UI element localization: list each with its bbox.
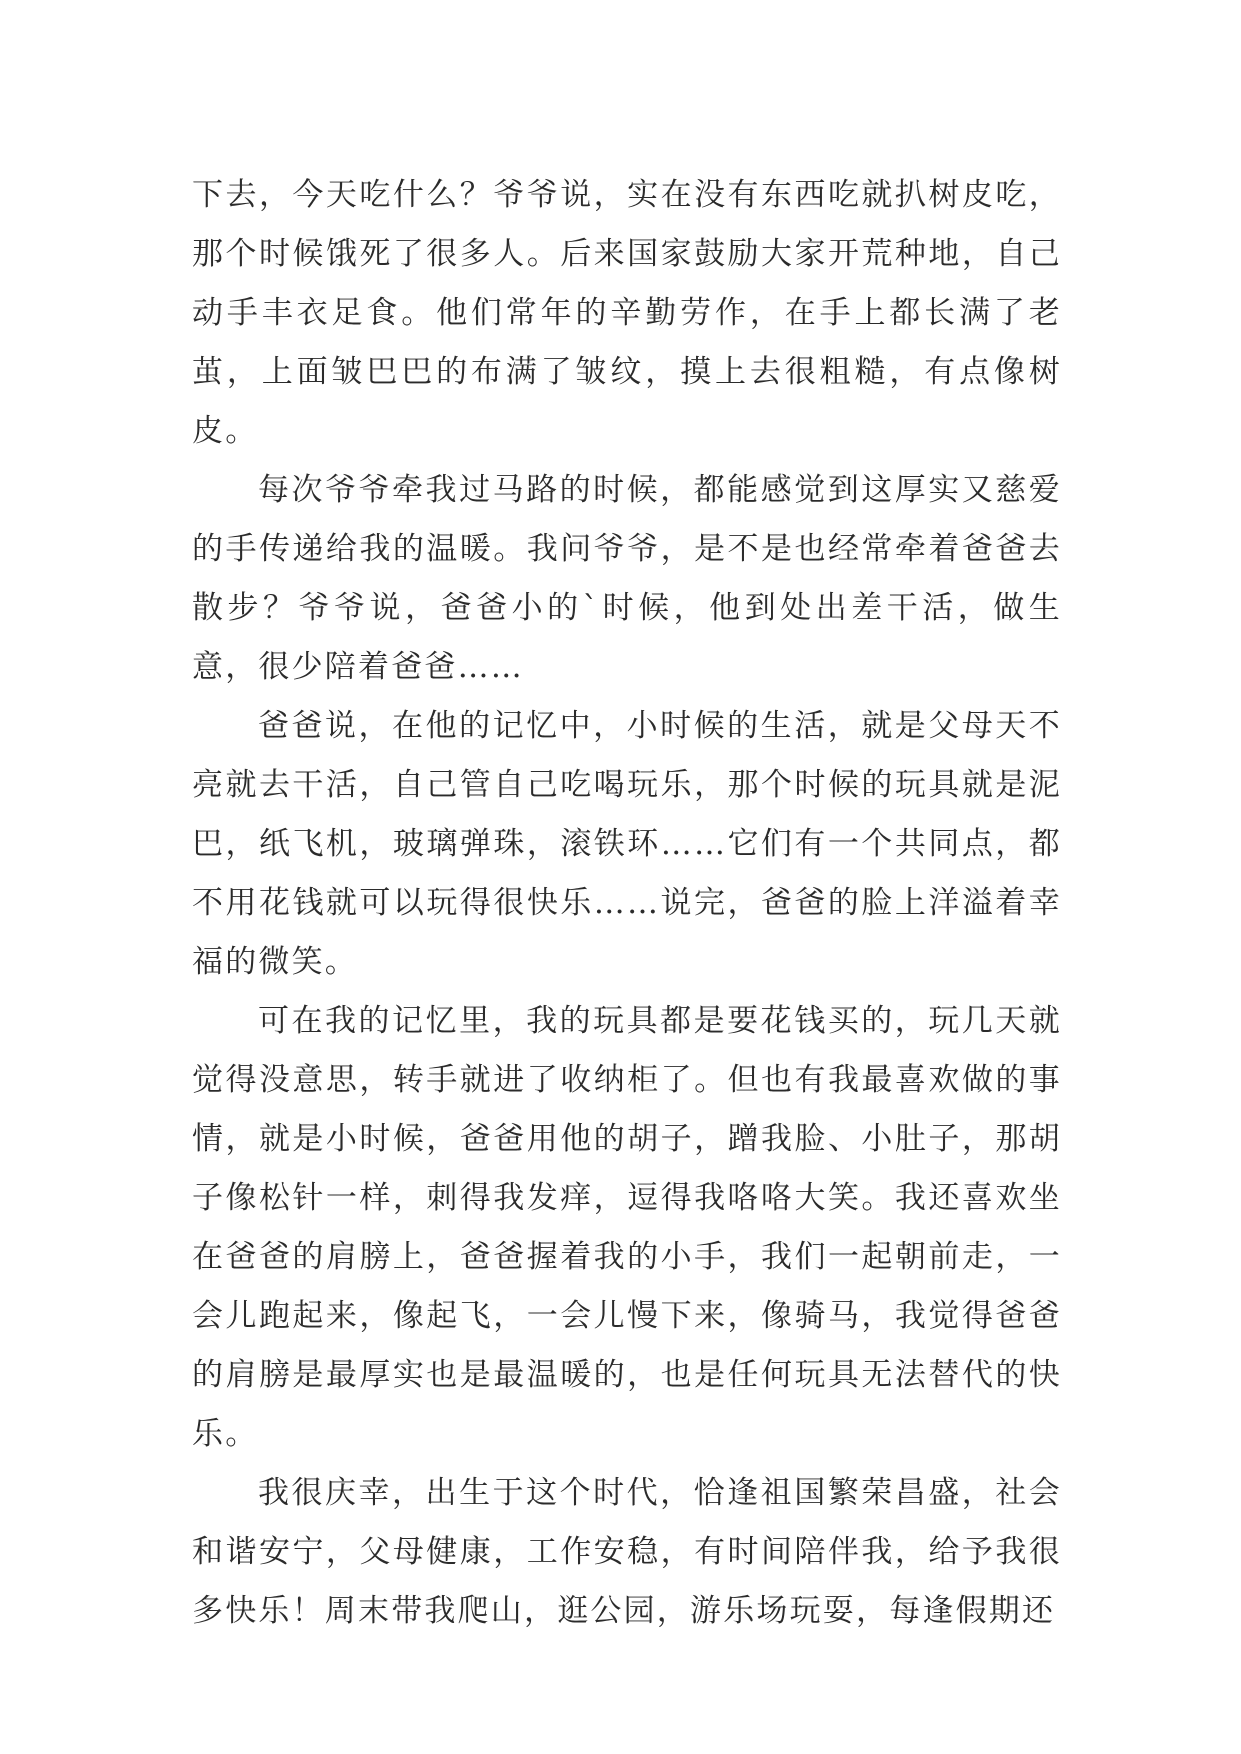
- body-text: [192, 166, 1062, 1641]
- paragraph-1: 下去，今天吃什么？爷爷说，实在没有东西吃就扒树皮吃，那个时候饿死了很多人。后来国家鼓励大家开荒种地，自己动手丰衣足食。他们常年的辛勤劳作，在手上都长满了老茧，上面皱巴巴的布满了皱纹，摸上去很粗糙，有点像树皮。: [192, 177, 1062, 449]
- paragraph-4: 可在我的记忆里，我的玩具都是要花钱买的，玩几天就觉得没意思，转手就进了收纳柜了。但也有我最喜欢做的事情，就是小时候，爸爸用他的胡子，蹭我脸、小肚子，那胡子像松针一样，刺得我发痒，逗得我咯咯大笑。我还喜欢坐在爸爸的肩膀上，爸爸握着我的小手，我们一起朝前走，一会儿跑起来，像起飞，一会儿慢下来，像骑马，我觉得爸爸的肩膀是最厚实也是最温暖的，也是任何玩具无法替代的快乐。: [192, 1003, 1062, 1452]
- paragraph-2: 每次爷爷牵我过马路的时候，都能感觉到这厚实又慈爱的手传递给我的温暖。我问爷爷，是不是也经常牵着爸爸去散步？爷爷说，爸爸小的`时候，他到处出差干活，做生意，很少陪着爸爸……: [192, 472, 1062, 685]
- paragraph-5: 我很庆幸，出生于这个时代，恰逢祖国繁荣昌盛，社会和谐安宁，父母健康，工作安稳，有时间陪伴我，给予我很多快乐！周末带我爬山，逛公园，游乐场玩耍，每逢假期还: [192, 1475, 1062, 1629]
- paragraph-3: 爸爸说，在他的记忆中，小时候的生活，就是父母天不亮就去干活，自己管自己吃喝玩乐，那个时候的玩具就是泥巴，纸飞机，玻璃弹珠，滚铁环……它们有一个共同点，都不用花钱就可以玩得很快乐……说完，爸爸的脸上洋溢着幸福的微笑。: [192, 708, 1062, 980]
